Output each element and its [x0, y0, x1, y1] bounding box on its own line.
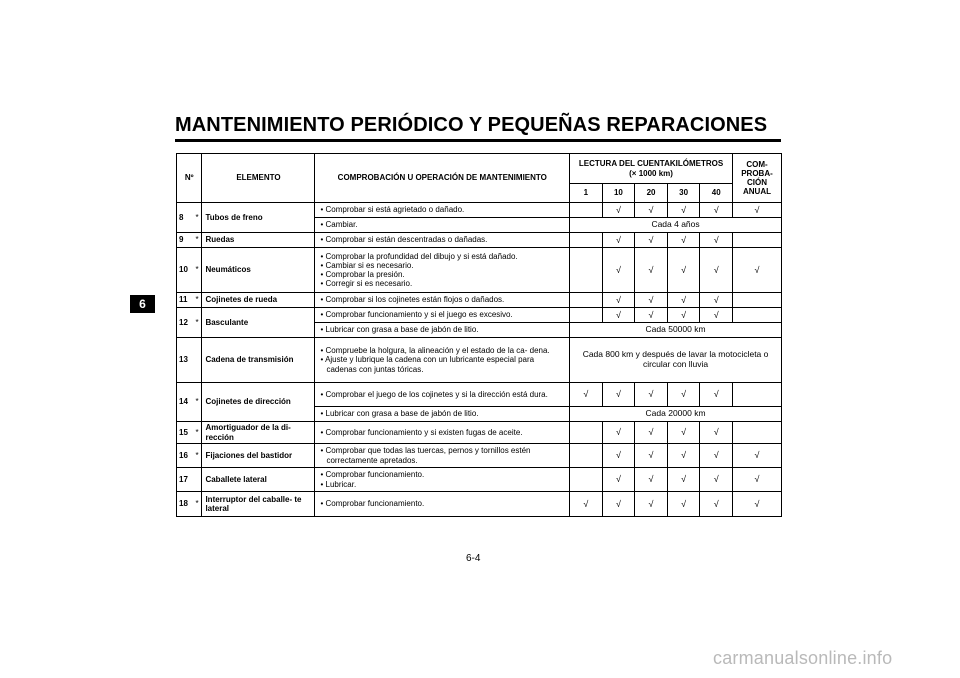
operation-cell: [315, 383, 570, 407]
check-cell: √: [635, 383, 668, 407]
operation-cell: [315, 468, 570, 492]
header-odometer: [570, 154, 733, 184]
operation-line: • Comprobar la profundidad del dibujo y si está dañado.: [320, 251, 518, 261]
table-row: [177, 468, 782, 492]
check-cell: √: [602, 383, 635, 407]
check-cell: √: [733, 203, 782, 218]
page-title: MANTENIMIENTO PERIÓDICO Y PEQUEÑAS REPARACIONES: [175, 114, 768, 136]
item-star: *: [193, 248, 202, 293]
item-number: 9: [177, 233, 193, 248]
check-cell: √: [667, 248, 700, 293]
operation-cell: [315, 203, 570, 218]
item-star: *: [193, 293, 202, 308]
watermark: carmanualsonline.info: [713, 648, 893, 668]
table-body: [177, 203, 782, 517]
check-cell: √: [700, 233, 733, 248]
item-star: *: [193, 233, 202, 248]
item-star: *: [193, 422, 202, 444]
item-element: Cadena de transmisión: [202, 338, 315, 383]
header-km: 10: [602, 184, 635, 203]
operation-cell: [315, 492, 570, 517]
check-cell: √: [635, 203, 668, 218]
check-cell: √: [700, 308, 733, 323]
operation-line: • Comprobar funcionamiento y si el juego es excesivo.: [320, 310, 513, 320]
operation-cell: [315, 218, 570, 233]
item-element: Cojinetes de rueda: [202, 293, 315, 308]
operation-line: • Comprobar si los cojinetes están flojos o dañados.: [320, 295, 505, 305]
check-cell: √: [635, 422, 668, 444]
check-cell: √: [700, 383, 733, 407]
operation-cell: [315, 248, 570, 293]
operation-line: • Lubricar con grasa a base de jabón de litio.: [320, 409, 479, 419]
check-cell: √: [733, 468, 782, 492]
header-km: 20: [635, 184, 668, 203]
operation-cell: [315, 407, 570, 422]
check-cell: √: [667, 422, 700, 444]
operation-line: • Cambiar si es necesario.: [320, 260, 414, 270]
check-cell: [570, 422, 603, 444]
header-km: 40: [700, 184, 733, 203]
operation-line: • Comprobar que todas las tuercas, pernos y tornillos estén correctamente apretados.: [320, 446, 531, 465]
header-km: 1: [570, 184, 603, 203]
header-num: Nº: [177, 154, 202, 203]
check-cell: √: [602, 444, 635, 468]
title-rule: [175, 139, 781, 142]
operation-line: • Cambiar.: [320, 220, 358, 230]
item-star: *: [193, 308, 202, 338]
operation-line: • Lubricar.: [320, 479, 357, 489]
table-row: [177, 308, 782, 323]
operation-line: • Comprobar si está agrietado o dañado.: [320, 205, 465, 215]
check-cell: √: [602, 492, 635, 517]
check-cell: √: [602, 293, 635, 308]
check-cell: √: [733, 248, 782, 293]
operation-cell: [315, 323, 570, 338]
operation-line: • Comprobar funcionamiento y si existen fugas de aceite.: [320, 427, 523, 437]
check-cell: √: [635, 444, 668, 468]
page-number: 6-4: [466, 553, 481, 564]
interval-cell: Cada 800 km y después de lavar la motocicleta o circular con lluvia: [570, 338, 782, 383]
check-cell: [570, 444, 603, 468]
check-cell: √: [667, 492, 700, 517]
header-element: ELEMENTO: [202, 154, 315, 203]
item-star: *: [193, 444, 202, 468]
check-cell: [733, 233, 782, 248]
item-element: Tubos de freno: [202, 203, 315, 233]
check-cell: [570, 233, 603, 248]
check-cell: √: [667, 203, 700, 218]
operation-line: • Lubricar con grasa a base de jabón de litio.: [320, 325, 479, 335]
header-odometer-line2: (× 1000 km): [629, 168, 673, 178]
item-element: Amortiguador de la di- rección: [202, 422, 315, 444]
check-cell: [733, 383, 782, 407]
chapter-tab: 6: [130, 295, 155, 313]
check-cell: [570, 248, 603, 293]
check-cell: √: [570, 383, 603, 407]
header-annual: COM- PROBA- CIÓN ANUAL: [733, 154, 782, 203]
operation-line: • Ajuste y lubrique la cadena con un lubricante especial para cadenas con juntas tóricas.: [320, 355, 535, 374]
operation-line: • Comprobar si están descentradas o dañadas.: [320, 235, 488, 245]
check-cell: [570, 203, 603, 218]
check-cell: √: [602, 248, 635, 293]
item-number: 15: [177, 422, 193, 444]
check-cell: √: [667, 444, 700, 468]
check-cell: [733, 308, 782, 323]
operation-line: • Corregir si es necesario.: [320, 279, 413, 289]
item-number: 13: [177, 338, 193, 383]
header-km: 30: [667, 184, 700, 203]
item-star: *: [193, 203, 202, 233]
header-operation: COMPROBACIÓN U OPERACIÓN DE MANTENIMIENTO: [315, 154, 570, 203]
item-element: Cojinetes de dirección: [202, 383, 315, 422]
check-cell: √: [667, 233, 700, 248]
check-cell: √: [700, 293, 733, 308]
item-number: 12: [177, 308, 193, 338]
check-cell: √: [602, 203, 635, 218]
item-element: Caballete lateral: [202, 468, 315, 492]
operation-cell: [315, 233, 570, 248]
interval-cell: Cada 20000 km: [570, 407, 782, 422]
check-cell: [733, 422, 782, 444]
operation-line: • Comprobar el juego de los cojinetes y si la dirección está dura.: [320, 389, 548, 399]
item-element: Neumáticos: [202, 248, 315, 293]
check-cell: √: [602, 233, 635, 248]
table-row: [177, 233, 782, 248]
operation-cell: [315, 293, 570, 308]
check-cell: √: [667, 293, 700, 308]
item-element: Fijaciones del bastidor: [202, 444, 315, 468]
operation-cell: [315, 422, 570, 444]
check-cell: [570, 468, 603, 492]
table-row: [177, 383, 782, 407]
item-number: 17: [177, 468, 193, 492]
check-cell: √: [667, 383, 700, 407]
check-cell: √: [635, 293, 668, 308]
check-cell: √: [635, 308, 668, 323]
item-number: 10: [177, 248, 193, 293]
operation-line: • Comprobar la presión.: [320, 270, 405, 279]
maintenance-table: [176, 153, 782, 517]
check-cell: √: [700, 492, 733, 517]
item-number: 18: [177, 492, 193, 517]
check-cell: √: [667, 468, 700, 492]
check-cell: √: [700, 422, 733, 444]
table-row: [177, 444, 782, 468]
table-row: [177, 203, 782, 218]
item-star: [193, 468, 202, 492]
table-row: [177, 248, 782, 293]
item-number: 8: [177, 203, 193, 233]
check-cell: √: [602, 422, 635, 444]
item-element: Ruedas: [202, 233, 315, 248]
operation-cell: [315, 444, 570, 468]
check-cell: √: [635, 248, 668, 293]
check-cell: √: [700, 468, 733, 492]
operation-line: • Comprobar funcionamiento.: [320, 470, 425, 480]
item-number: 11: [177, 293, 193, 308]
table-row: [177, 293, 782, 308]
check-cell: √: [635, 468, 668, 492]
check-cell: √: [700, 248, 733, 293]
interval-cell: Cada 4 años: [570, 218, 782, 233]
item-star: *: [193, 383, 202, 422]
check-cell: √: [635, 492, 668, 517]
check-cell: √: [570, 492, 603, 517]
check-cell: √: [733, 492, 782, 517]
table-row: [177, 492, 782, 517]
operation-cell: [315, 338, 570, 383]
check-cell: [570, 308, 603, 323]
table-row: [177, 338, 782, 383]
operation-line: • Compruebe la holgura, la alineación y el estado de la ca- dena.: [320, 346, 550, 356]
operation-cell: [315, 308, 570, 323]
check-cell: √: [602, 308, 635, 323]
check-cell: √: [602, 468, 635, 492]
item-star: [193, 338, 202, 383]
item-number: 14: [177, 383, 193, 422]
table-row: [177, 422, 782, 444]
item-number: 16: [177, 444, 193, 468]
check-cell: √: [700, 203, 733, 218]
check-cell: √: [700, 444, 733, 468]
check-cell: [733, 293, 782, 308]
item-star: *: [193, 492, 202, 517]
check-cell: √: [635, 233, 668, 248]
check-cell: √: [667, 308, 700, 323]
check-cell: [570, 293, 603, 308]
item-element: Interruptor del caballe- te lateral: [202, 492, 315, 517]
interval-cell: Cada 50000 km: [570, 323, 782, 338]
item-element: Basculante: [202, 308, 315, 338]
check-cell: √: [733, 444, 782, 468]
header-odometer-line1: LECTURA DEL CUENTAKILÓMETROS: [578, 159, 724, 169]
operation-line: • Comprobar funcionamiento.: [320, 499, 425, 509]
